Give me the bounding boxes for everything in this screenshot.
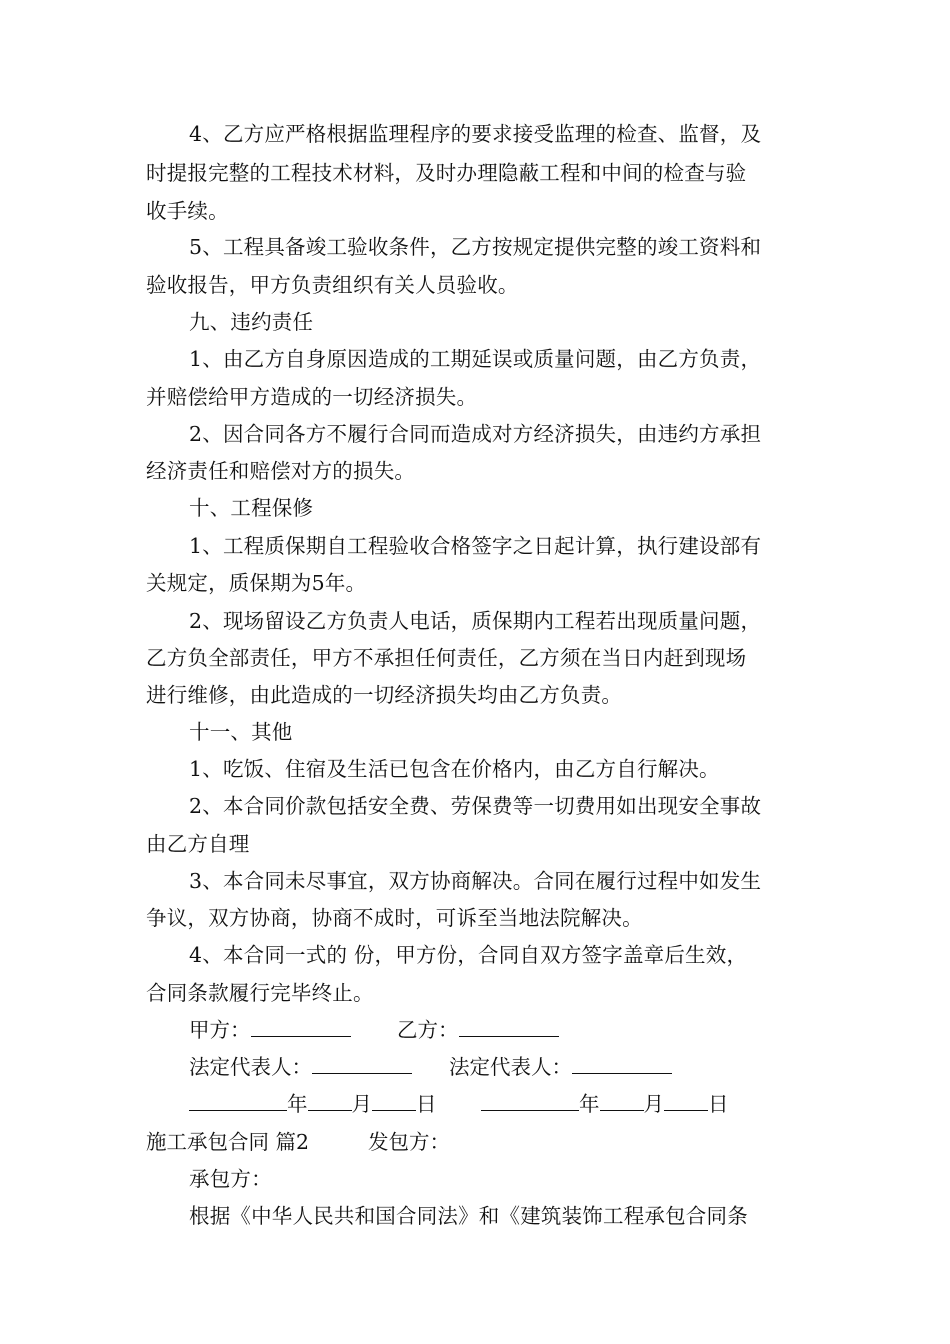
- year-label: 年: [287, 1092, 308, 1116]
- paragraph-line: 2、因合同各方不履行合同而造成对方经济损失，由违约方承担: [189, 422, 762, 446]
- day-blank: [372, 1090, 416, 1111]
- section-heading: 十一、其他: [189, 720, 293, 744]
- paragraph-line: 时提报完整的工程技术材料，及时办理隐蔽工程和中间的检查与验: [146, 161, 747, 185]
- paragraph-line: 根据《中华人民共和国合同法》和《建筑装饰工程承包合同条: [189, 1204, 748, 1228]
- rep-a-label: 法定代表人：: [189, 1055, 312, 1079]
- party-a-label: 甲方：: [189, 1018, 251, 1042]
- year-label: 年: [579, 1092, 600, 1116]
- day-label: 日: [416, 1092, 437, 1116]
- paragraph-line: 4、本合同一式的 份，甲方份，合同自双方签字盖章后生效，: [189, 943, 748, 967]
- paragraph-line: 1、吃饭、住宿及生活已包含在价格内，由乙方自行解决。: [189, 757, 720, 781]
- section-heading: 十、工程保修: [189, 496, 314, 520]
- paragraph-line: 2、本合同价款包括安全费、劳保费等一切费用如出现安全事故: [189, 794, 762, 818]
- paragraph-line: 进行维修，由此造成的一切经济损失均由乙方负责。: [146, 683, 623, 707]
- rep-b-blank: [572, 1053, 672, 1074]
- paragraph-line: 1、由乙方自身原因造成的工期延误或质量问题，由乙方负责，: [189, 347, 762, 371]
- month-blank: [308, 1090, 352, 1111]
- paragraph-line: 经济责任和赔偿对方的损失。: [146, 459, 416, 483]
- rep-b-label: 法定代表人：: [449, 1055, 572, 1079]
- contractor-label: 承包方：: [189, 1167, 272, 1191]
- paragraph-line: 收手续。: [146, 199, 229, 223]
- party-a-blank: [251, 1016, 351, 1037]
- month-label: 月: [643, 1092, 664, 1116]
- party-b-blank: [459, 1016, 559, 1037]
- month-label: 月: [351, 1092, 372, 1116]
- party-b-label: 乙方：: [397, 1018, 459, 1042]
- paragraph-line: 1、工程质保期自工程验收合格签字之日起计算，执行建设部有: [189, 534, 762, 558]
- rep-a-signature: [189, 1053, 412, 1081]
- paragraph-line: 并赔偿给甲方造成的一切经济损失。: [146, 385, 478, 409]
- paragraph-line: 3、本合同未尽事宜，双方协商解决。合同在履行过程中如发生: [189, 869, 762, 893]
- year-blank: [481, 1090, 579, 1111]
- year-blank: [189, 1090, 287, 1111]
- paragraph-line: 2、现场留设乙方负责人电话，质保期内工程若出现质量问题，: [189, 609, 762, 633]
- paragraph-line: 合同条款履行完毕终止。: [146, 981, 374, 1005]
- paragraph-line: 由乙方自理: [146, 832, 250, 856]
- contract-heading: 施工承包合同 篇2: [146, 1130, 310, 1154]
- paragraph-line: 关规定，质保期为5年。: [146, 571, 367, 595]
- day-label: 日: [708, 1092, 729, 1116]
- paragraph-line: 5、工程具备竣工验收条件，乙方按规定提供完整的竣工资料和: [189, 235, 762, 259]
- paragraph-line: 乙方负全部责任，甲方不承担任何责任，乙方须在当日内赶到现场: [146, 646, 747, 670]
- paragraph-line: 4、乙方应严格根据监理程序的要求接受监理的检查、监督，及: [189, 122, 762, 146]
- party-a-signature: [189, 1016, 351, 1044]
- party-b-signature: [397, 1016, 559, 1044]
- month-blank: [600, 1090, 644, 1111]
- rep-a-blank: [312, 1053, 412, 1074]
- day-blank: [664, 1090, 708, 1111]
- issuer-label: 发包方：: [368, 1130, 450, 1154]
- date-a: [189, 1090, 437, 1118]
- rep-b-signature: [449, 1053, 672, 1081]
- section-heading: 九、违约责任: [189, 310, 314, 334]
- paragraph-line: 争议，双方协商，协商不成时，可诉至当地法院解决。: [146, 906, 643, 930]
- date-b: [481, 1090, 729, 1118]
- paragraph-line: 验收报告，甲方负责组织有关人员验收。: [146, 273, 519, 297]
